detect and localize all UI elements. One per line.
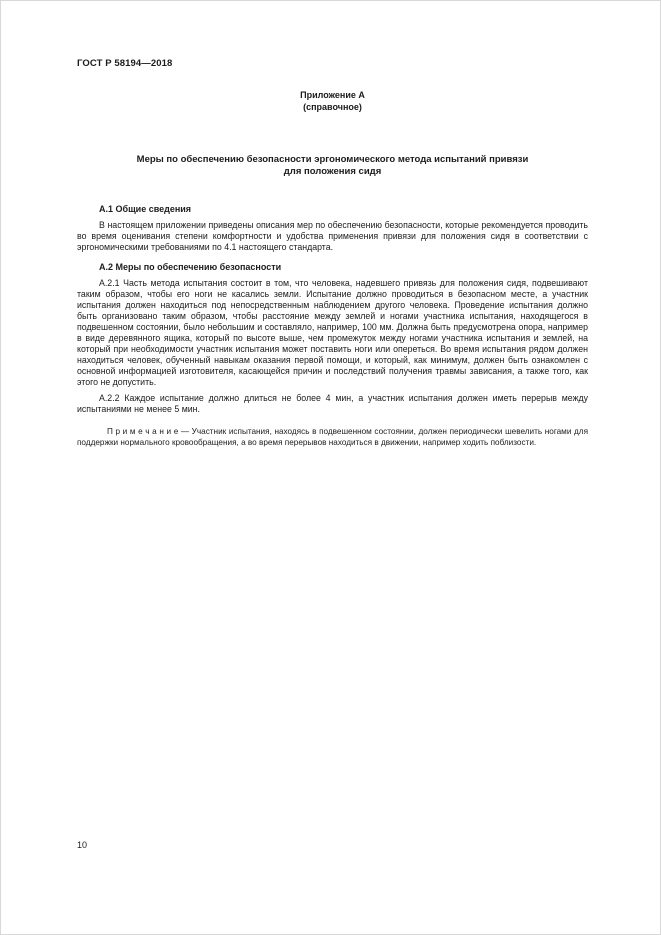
section-a2-paragraph-a21: А.2.1 Часть метода испытания состоит в том, что человека, надевшего привязь для положения сидя, подвешивают таким образом, чтобы его ноги не касались земли. Испытание должно проводиться в безопасном месте, а участник испытания должен находиться под непосредственным наблюдением другого человека. Проведение испытания должно быть организовано таким образом, чтобы расстояние между землей и ногами участника испытания, находящегося в подвешенном состоянии, было небольшим и составляло, например, 100 мм. Должна быть предусмотрена опора, например в виде деревянного ящика, который по высоте выше, чем промежуток между ногами участника испытания и землей, на который при необходимости участник испытания может поставить ноги или опереться. Во время испытания рядом должен находиться человек, обученный навыкам оказания первой помощи, и который, как минимум, должен быть ознакомлен с основной информацией изготовителя, касающейся причин и последствий получения травмы зависания, а также того, как этого не допустить. [77,278,588,387]
document-title [77,154,588,177]
document-title-line2: для положения сидя [283,165,382,177]
page-number: 10 [77,840,88,850]
note-paragraph: П р и м е ч а н и е — Участник испытания, находясь в подвешенном состоянии, должен периодически шевелить ногами для поддержки нормального кровообращения, а во время перерывов находиться в движении, например ходить поблизости. [77,427,588,447]
section-a2-paragraph-a22: А.2.2 Каждое испытание должно длиться не более 4 мин, а участник испытания должен иметь перерыв между испытаниями не менее 5 мин. [77,393,588,414]
section-a1-heading: А.1 Общие сведения [99,204,192,214]
document-code: ГОСТ Р 58194—2018 [77,58,173,69]
section-a2-heading: А.2 Меры по обеспечению безопасности [99,262,282,272]
section-a1-paragraph: В настоящем приложении приведены описания мер по обеспечению безопасности, которые рекомендуется проводить во время оценивания степени комфортности и удобства применения привязи для положения сидя в соответствии с эргономическими требованиями по 4.1 настоящего стандарта. [77,220,588,252]
document-title-line1: Меры по обеспечению безопасности эргономического метода испытаний привязи [136,154,529,165]
appendix-block [77,90,588,113]
appendix-kind: (справочное) [303,101,362,112]
appendix-label: Приложение А [300,90,365,100]
page-content [77,1,588,448]
